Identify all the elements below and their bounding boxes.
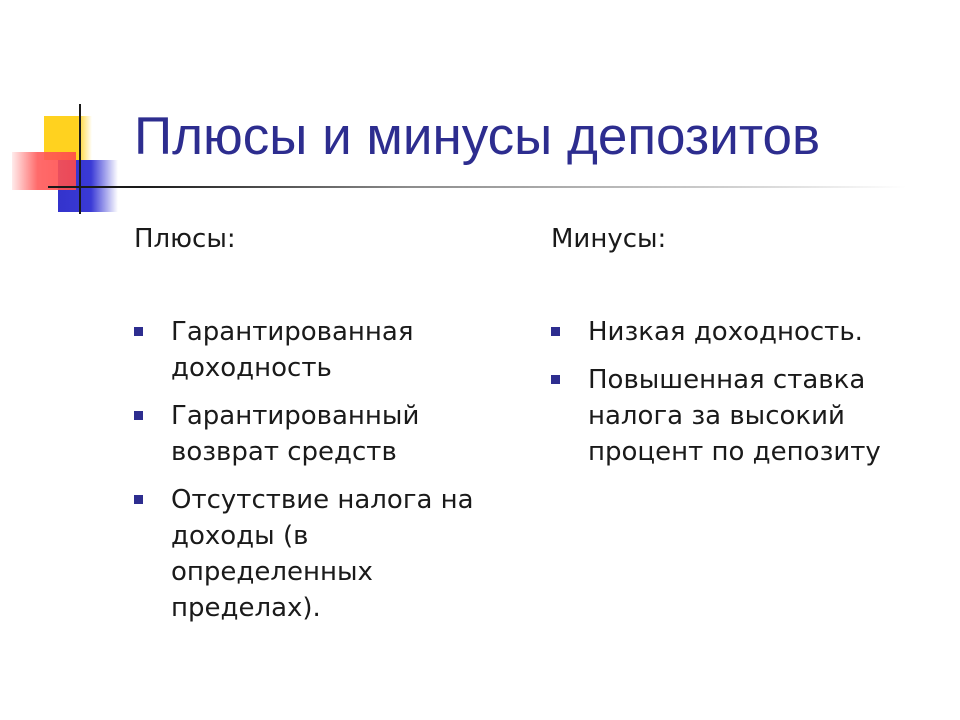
cons-column — [551, 222, 931, 467]
pros-list — [134, 314, 514, 638]
square-bullet-icon — [551, 375, 560, 384]
cons-item — [551, 362, 931, 470]
square-bullet-icon — [134, 495, 143, 504]
title-underline — [76, 186, 906, 188]
pros-item — [134, 482, 514, 626]
decorative-logo-blocks — [0, 0, 140, 230]
square-bullet-icon — [134, 327, 143, 336]
cons-item-text: Повышенная ставка налога за высокий процент по депозиту — [588, 365, 881, 467]
pros-item — [134, 398, 514, 470]
cons-heading: Минусы: — [551, 224, 667, 254]
cons-item — [551, 314, 931, 350]
red-square — [12, 152, 76, 190]
pros-column — [134, 222, 514, 623]
pros-item-text: Гарантированная доходность — [171, 317, 414, 383]
pros-item — [134, 314, 514, 386]
square-bullet-icon — [134, 411, 143, 420]
pros-heading: Плюсы: — [134, 224, 236, 254]
pros-item-text: Отсутствие налога на доходы (в определенных пределах). — [171, 485, 474, 623]
cons-item-text: Низкая доходность. — [588, 317, 863, 347]
square-bullet-icon — [551, 327, 560, 336]
cons-list — [551, 314, 931, 482]
slide-title: Плюсы и минусы депозитов — [134, 107, 821, 166]
vertical-line — [79, 104, 81, 214]
pros-item-text: Гарантированный возврат средств — [171, 401, 420, 467]
